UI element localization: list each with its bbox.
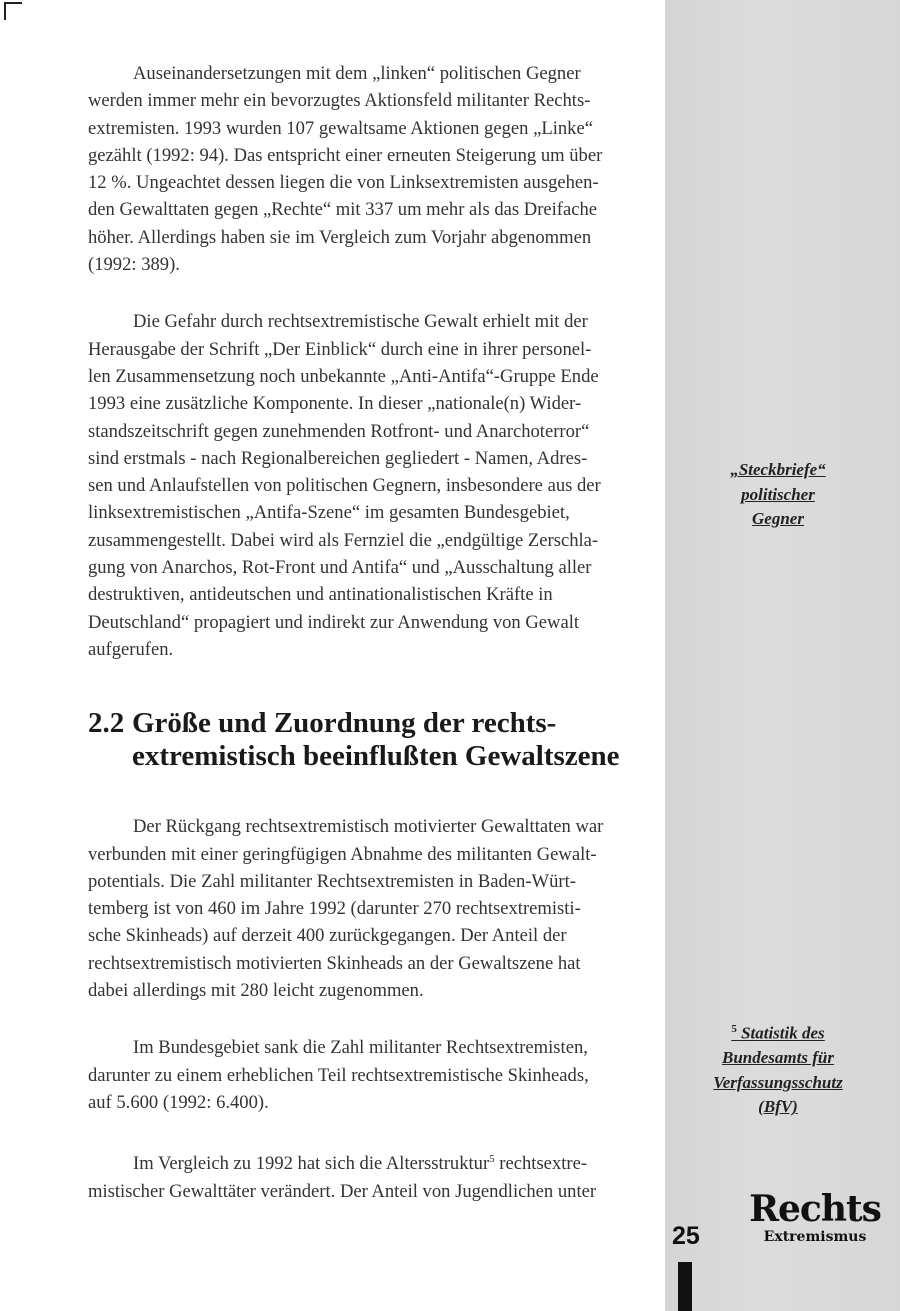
logo-main-text: Rechts xyxy=(749,1188,881,1230)
paragraph-2 xyxy=(88,308,648,663)
text-line: len Zusammensetzung noch unbekannte „Anti-Antifa“-Gruppe Ende xyxy=(88,365,599,387)
text-line: 12 %. Ungeachtet dessen liegen die von Linksextremisten ausgehen- xyxy=(88,172,599,194)
text-line: Der Rückgang rechtsextremistisch motivierter Gewalttaten war xyxy=(133,816,604,838)
margin-note-footnote xyxy=(668,1017,888,1120)
paragraph-3 xyxy=(88,813,648,1004)
margin-note-line xyxy=(668,1017,888,1046)
crop-corner-mark xyxy=(4,2,22,20)
text-line: temberg ist von 460 im Jahre 1992 (darunter 270 rechtsextremisti- xyxy=(88,898,581,920)
text-line: mistischer Gewalttäter verändert. Der Anteil von Jugendlichen unter xyxy=(88,1180,597,1202)
main-text-column xyxy=(88,60,648,1205)
text-line: sche Skinheads) auf derzeit 400 zurückgegangen. Der Anteil der xyxy=(88,925,567,947)
text-line: höher. Allerdings haben sie im Vergleich zum Vorjahr abgenommen xyxy=(88,226,592,248)
section-title-line-1: Größe und Zuordnung der rechts- xyxy=(132,707,557,740)
text-line: verbunden mit einer geringfügigen Abnahme des militanten Gewalt- xyxy=(88,843,597,865)
text-line: Im Bundesgebiet sank die Zahl militanter Rechtsextremisten, xyxy=(133,1037,588,1059)
text-line: (1992: 389). xyxy=(88,254,180,276)
text-line: zusammengestellt. Dabei wird als Fernziel die „endgültige Zerschla- xyxy=(88,529,599,551)
text-line: aufgerufen. xyxy=(88,638,174,660)
text-line: potentials. Die Zahl militanter Rechtsextremisten in Baden-Würt- xyxy=(88,870,576,892)
thumb-index-bar xyxy=(678,1262,692,1311)
margin-note-line: Bundesamts für xyxy=(722,1048,834,1068)
text-line: destruktiven, antideutschen und antinationalistischen Kräfte in xyxy=(88,584,553,606)
text-line: rechtsextremistisch motivierten Skinheads an der Gewaltszene hat xyxy=(88,952,581,974)
footnote-number: 5 xyxy=(731,1023,737,1035)
text-line: 1993 eine zusätzliche Komponente. In dieser „nationale(n) Wider- xyxy=(88,393,582,415)
text-line: gung von Anarchos, Rot-Front und Antifa“ und „Ausschaltung aller xyxy=(88,557,592,579)
section-title-line-2: extremistisch beeinflußten Gewaltszene xyxy=(132,740,620,773)
margin-note-line: Gegner xyxy=(752,509,804,528)
text-line: Herausgabe der Schrift „Der Einblick“ durch eine in ihrer personel- xyxy=(88,338,592,360)
text-line: extremisten. 1993 wurden 107 gewaltsame Aktionen gegen „Linke“ xyxy=(88,117,593,139)
text-line: den Gewalttaten gegen „Rechte“ mit 337 um mehr als das Dreifache xyxy=(88,199,598,221)
text-line: sen und Anlaufstellen von politischen Gegnern, insbesondere aus der xyxy=(88,475,601,497)
rechtsextremismus-logo xyxy=(740,1190,890,1246)
text-line: Deutschland“ propagiert und indirekt zur Anwendung von Gewalt xyxy=(88,611,580,633)
paragraph-4 xyxy=(88,1034,648,1116)
text-line: sind erstmals - nach Regionalbereichen gegliedert - Namen, Adres- xyxy=(88,447,588,469)
page-number: 25 xyxy=(672,1222,700,1250)
text-line: gezählt (1992: 94). Das entspricht einer erneuten Steigerung um über xyxy=(88,144,603,166)
text-line: werden immer mehr ein bevorzugtes Aktionsfeld militanter Rechts- xyxy=(88,90,591,112)
text-segment: rechtsextre- xyxy=(494,1153,588,1175)
text-line: Auseinandersetzungen mit dem „linken“ politischen Gegner xyxy=(133,63,581,84)
margin-note-line: (BfV) xyxy=(758,1097,798,1117)
text-line xyxy=(88,1146,648,1177)
text-line: auf 5.600 (1992: 6.400). xyxy=(88,1091,269,1113)
footnote-text: Statistik des xyxy=(741,1023,825,1043)
logo-sub-text: Extremismus xyxy=(763,1229,867,1245)
text-line: linksextremistischen „Antifa-Szene“ im gesamten Bundesgebiet, xyxy=(88,502,570,524)
paragraph-5 xyxy=(88,1146,648,1205)
margin-note-line: Verfassungsschutz xyxy=(713,1072,843,1092)
margin-note-line: politischer xyxy=(741,484,815,504)
margin-note-steckbriefe xyxy=(668,458,888,532)
text-line: dabei allerdings mit 280 leicht zugenommen. xyxy=(88,980,424,1002)
text-line: standszeitschrift gegen zunehmenden Rotfront- und Anarchoterror“ xyxy=(88,420,590,442)
margin-note-line: „Steckbriefe“ xyxy=(730,460,826,479)
text-line: Die Gefahr durch rechtsextremistische Gewalt erhielt mit der xyxy=(133,311,588,333)
section-heading xyxy=(88,707,648,773)
footnote-reference: 5 xyxy=(489,1153,495,1166)
section-number: 2.2 xyxy=(88,707,125,740)
text-segment: Im Vergleich zu 1992 hat sich die Altersstruktur xyxy=(133,1153,490,1175)
text-line: darunter zu einem erheblichen Teil rechtsextremistische Skinheads, xyxy=(88,1064,589,1086)
paragraph-1 xyxy=(88,60,648,278)
